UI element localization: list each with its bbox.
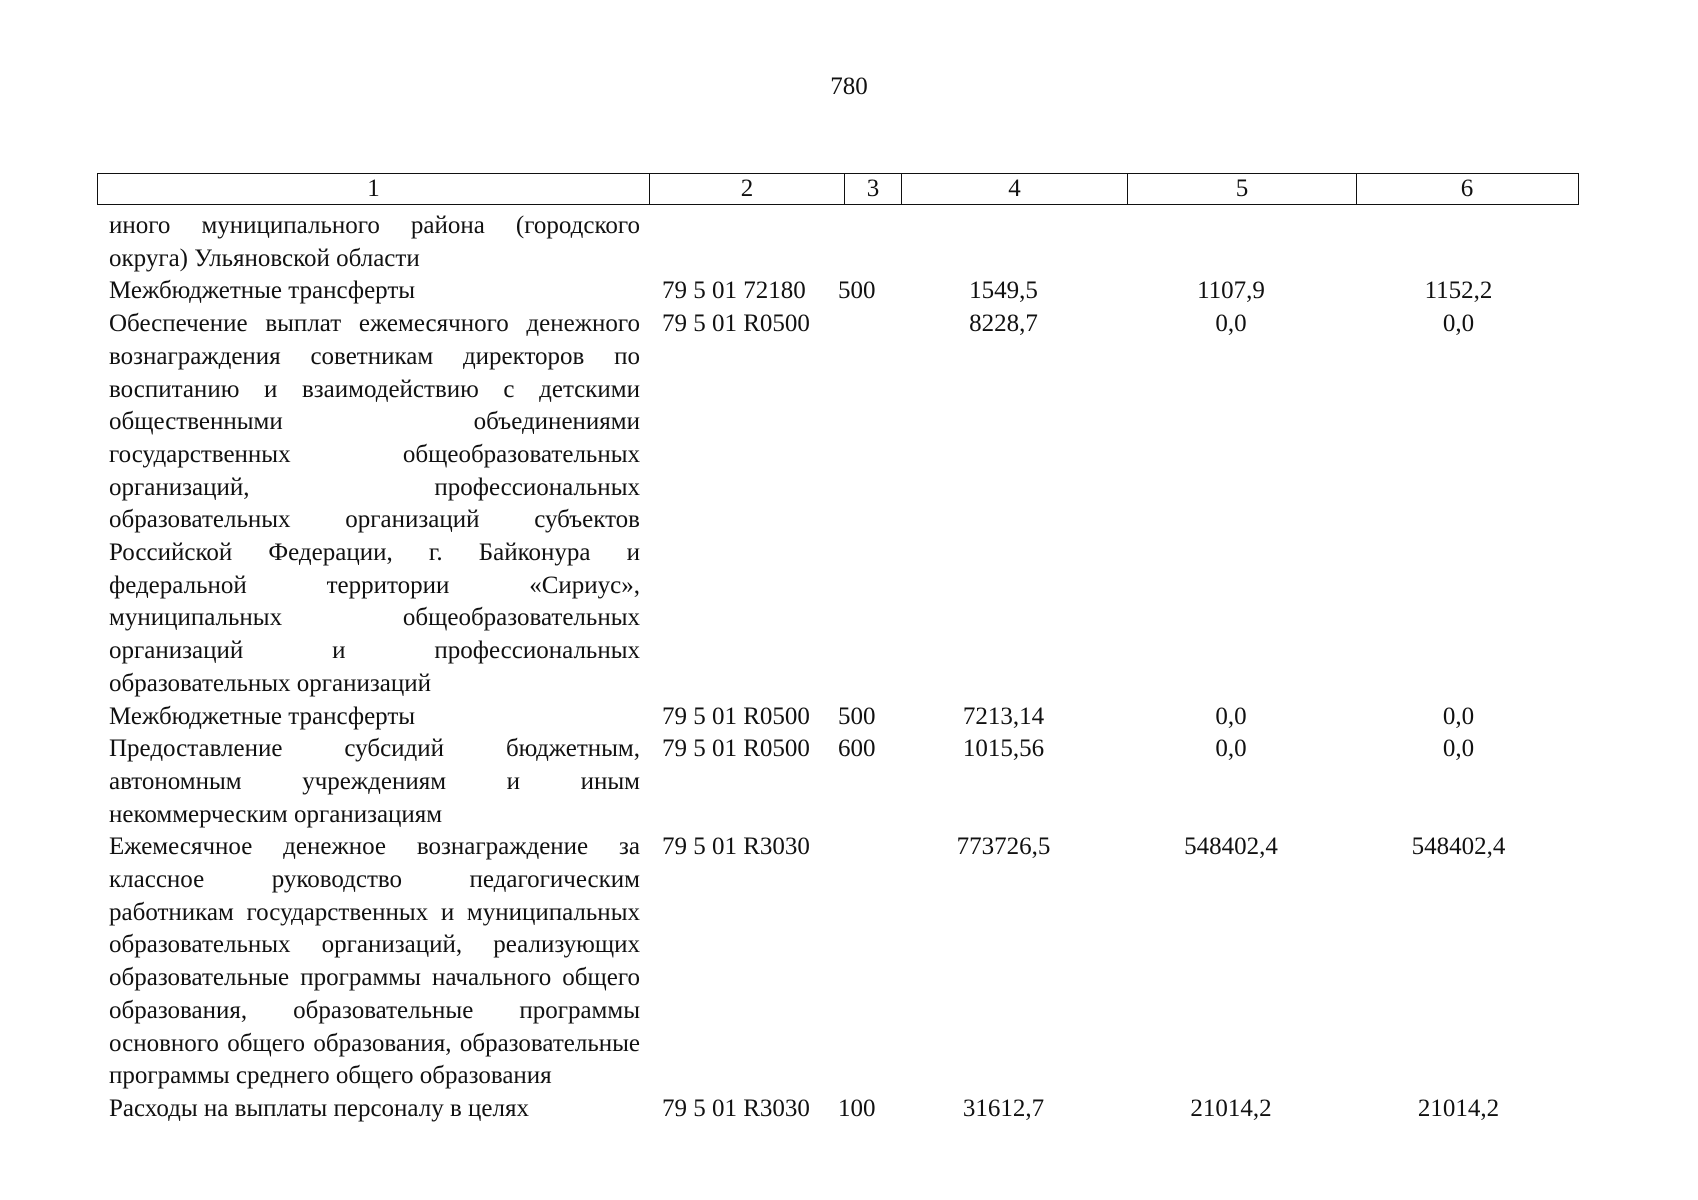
- row-value-4: 8228,7: [969, 310, 1038, 338]
- row-type: [834, 831, 890, 1093]
- row-code: 79 5 01 R0500: [662, 310, 810, 338]
- row-name: Межбюджетные трансферты: [109, 277, 416, 305]
- row-type: 500: [838, 702, 876, 730]
- row-name: Предоставление субсидий бюджетным, автономным учреждениям и иным некоммерческим организациям: [109, 735, 640, 828]
- row-type: 500: [838, 277, 876, 305]
- row-name: Ежемесячное денежное вознаграждение за классное руководство педагогическим работникам государственных и муниципальных образовательных организаций, реализующих образовательные программы начального общего образования, образовательные программы основного общего образования, образовательные программы среднего общего образования: [109, 833, 640, 1090]
- row-code: 79 5 01 R3030: [662, 1094, 810, 1122]
- column-header-3: 3: [845, 174, 902, 204]
- row-value-4: 1015,56: [962, 735, 1045, 763]
- row-value-4: 31612,7: [962, 1094, 1045, 1122]
- row-code: 79 5 01 R3030: [662, 833, 810, 861]
- row-type: [834, 210, 890, 275]
- row-value-6: 1152,2: [1424, 277, 1493, 305]
- row-value-6: [1345, 210, 1572, 275]
- row-value-5: 0,0: [1215, 735, 1247, 763]
- row-value-6: 548402,4: [1411, 833, 1506, 861]
- row-value-5: [1117, 210, 1345, 275]
- row-value-4: [890, 210, 1117, 275]
- row-value-4: 1549,5: [969, 277, 1038, 305]
- column-header-2: 2: [650, 174, 845, 204]
- row-value-6: 21014,2: [1417, 1094, 1500, 1122]
- row-value-4: 773726,5: [956, 833, 1051, 861]
- row-code: 79 5 01 R0500: [662, 735, 810, 763]
- column-header-4: 4: [902, 174, 1128, 204]
- table-row: [0, 701, 1698, 734]
- table-row: [0, 210, 1698, 275]
- row-name: Межбюджетные трансферты: [109, 702, 416, 730]
- table-row: [0, 1093, 1698, 1126]
- table-row: [0, 275, 1698, 308]
- row-value-6: 0,0: [1442, 702, 1475, 730]
- column-header-1: 1: [98, 174, 650, 204]
- row-value-5: 548402,4: [1184, 833, 1278, 861]
- row-code: 79 5 01 R0500: [662, 702, 810, 730]
- row-value-4: 7213,14: [962, 702, 1045, 730]
- page-number: 780: [830, 73, 868, 100]
- row-name: Обеспечение выплат ежемесячного денежного вознаграждения советникам директоров по воспитанию и взаимодействию с детскими общественными объединениями государственных общеобразовательных организаций, профессиональных образовательных организаций субъектов Российской Федерации, г. Байконура и федеральной территории «Сириус», муниципальных общеобразовательных организаций и профессиональных образовательных организаций: [109, 310, 640, 697]
- row-value-5: 1107,9: [1197, 277, 1265, 305]
- table-row: [0, 831, 1698, 1093]
- column-header-6: 6: [1460, 175, 1474, 202]
- table-body: [0, 210, 1698, 1126]
- row-value-5: 0,0: [1215, 310, 1247, 338]
- row-code: [640, 210, 834, 275]
- row-value-6: 0,0: [1442, 310, 1475, 338]
- row-type: [834, 308, 890, 700]
- row-value-5: 21014,2: [1190, 1094, 1272, 1122]
- row-name: Расходы на выплаты персоналу в целях: [109, 1094, 529, 1122]
- row-value-6: 0,0: [1442, 735, 1475, 763]
- row-type: 600: [838, 735, 876, 763]
- table-row: [0, 733, 1698, 831]
- row-code: 79 5 01 72180: [662, 277, 806, 305]
- row-name: иного муниципального района (городского округа) Ульяновской области: [109, 212, 640, 272]
- row-value-5: 0,0: [1215, 702, 1247, 730]
- table-header: [97, 173, 1579, 205]
- column-header-5: 5: [1128, 174, 1357, 204]
- row-type: 100: [838, 1094, 876, 1122]
- table-row: [0, 308, 1698, 700]
